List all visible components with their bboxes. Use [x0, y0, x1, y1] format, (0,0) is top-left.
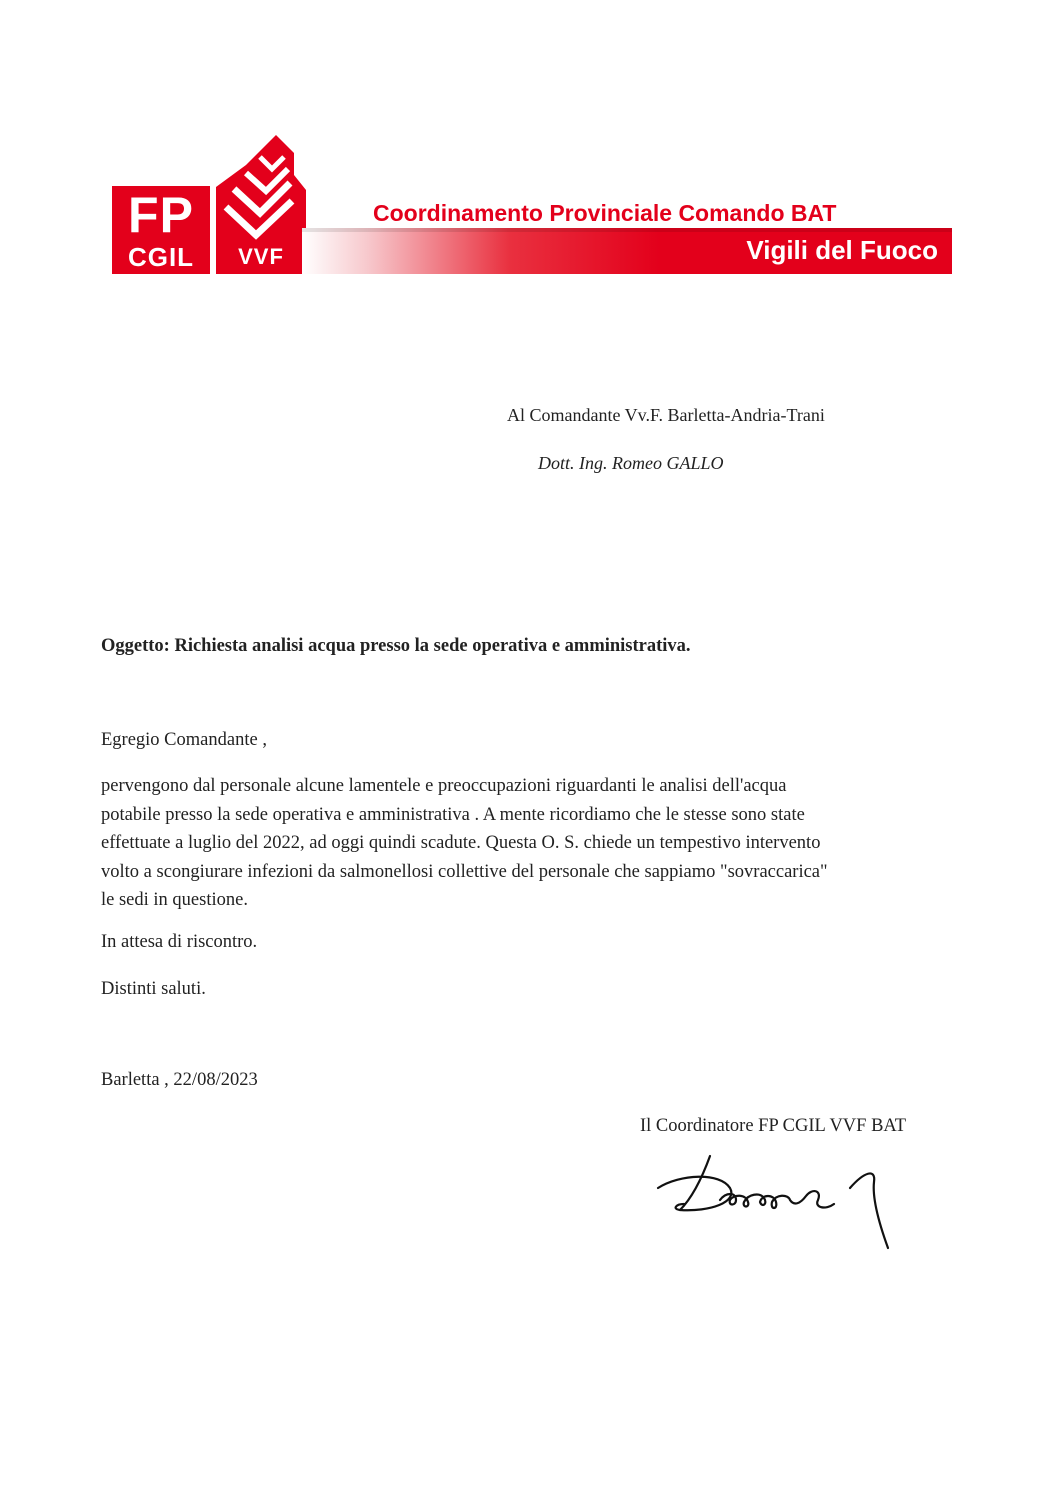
body-line: pervengono dal personale alcune lamentele e preoccupazioni riguardanti le analisi dell'acqua — [101, 776, 787, 796]
logo-fp-text: FP — [128, 187, 194, 243]
fp-cgil-logo — [112, 186, 210, 274]
vvf-flame-logo — [216, 135, 306, 274]
closing-greeting: Distinti saluti. — [101, 979, 206, 999]
logo-cgil-text: CGIL — [127, 242, 195, 272]
body-line: le sedi in questione. — [101, 890, 248, 910]
banner-bar — [302, 228, 952, 274]
recipient-name: Dott. Ing. Romeo GALLO — [538, 453, 724, 473]
letterhead — [110, 135, 955, 280]
body-line: effettuate a luglio del 2022, ad oggi quindi scadute. Questa O. S. chiede un tempestivo intervento — [101, 833, 821, 853]
place-date: Barletta , 22/08/2023 — [101, 1070, 258, 1090]
body-line: volto a scongiurare infezioni da salmonellosi collettive del personale che sappiamo "sovraccarica" — [101, 861, 828, 882]
banner-title: Coordinamento Provinciale Comando BAT — [373, 200, 837, 226]
logo-vvf-text: VVF — [238, 244, 284, 269]
banner-bar-shade — [302, 228, 952, 232]
signer-title: Il Coordinatore FP CGIL VVF BAT — [640, 1116, 907, 1136]
banner-subtitle: Vigili del Fuoco — [746, 235, 938, 265]
letter-subject: Oggetto: Richiesta analisi acqua presso la sede operativa e amministrativa. — [101, 636, 691, 656]
body-paragraph — [101, 772, 951, 915]
body-line: potabile presso la sede operativa e amministrativa . A mente ricordiamo che le stesse sono state — [101, 804, 805, 825]
closing-request: In attesa di riscontro. — [101, 932, 258, 952]
salutation: Egregio Comandante , — [101, 730, 267, 750]
recipient-address: Al Comandante Vv.F. Barletta-Andria-Trani — [507, 405, 825, 425]
handwritten-signature-icon — [650, 1148, 900, 1253]
